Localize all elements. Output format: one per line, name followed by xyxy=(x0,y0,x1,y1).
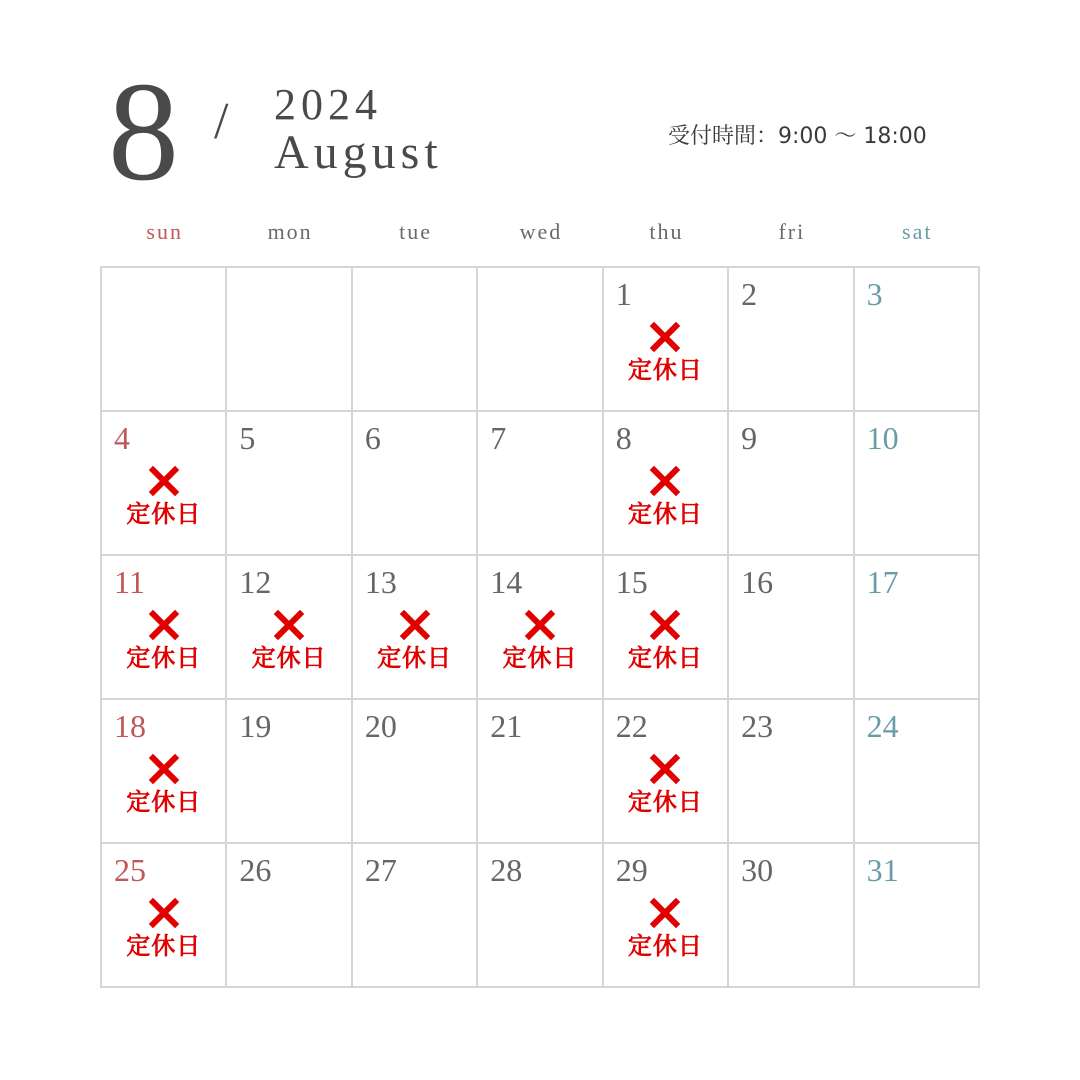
day-number: 25 xyxy=(114,852,146,888)
calendar-day-cell xyxy=(102,556,227,700)
cross-icon xyxy=(149,466,179,496)
day-number: 5 xyxy=(239,420,256,456)
day-number: 26 xyxy=(239,852,272,888)
reception-hours: 受付時間：9:00 〜 18:00 xyxy=(668,124,927,149)
calendar-day-cell xyxy=(353,268,478,412)
calendar-day-cell xyxy=(102,844,227,988)
day-number: 10 xyxy=(866,420,899,456)
calendar-day-cell xyxy=(604,412,729,556)
calendar-day-cell xyxy=(478,556,603,700)
closed-day-marker xyxy=(227,610,350,672)
closed-day-marker xyxy=(478,610,601,672)
closed-day-marker xyxy=(604,898,727,960)
closed-day-label: 定休日 xyxy=(126,932,202,960)
calendar-day-cell xyxy=(227,700,352,844)
day-number: 12 xyxy=(239,564,272,600)
calendar-day-cell xyxy=(478,700,603,844)
calendar-day-cell xyxy=(353,556,478,700)
closed-day-label: 定休日 xyxy=(627,788,703,816)
day-number: 21 xyxy=(490,708,523,744)
cross-icon xyxy=(525,610,555,640)
day-number: 24 xyxy=(866,708,899,744)
calendar-day-cell xyxy=(478,412,603,556)
closed-day-marker xyxy=(604,610,727,672)
closed-day-marker xyxy=(102,610,225,672)
day-number: 14 xyxy=(490,564,523,600)
calendar-day-cell xyxy=(729,412,854,556)
day-number: 27 xyxy=(364,852,397,888)
calendar-day-cell xyxy=(855,844,980,988)
closed-day-label: 定休日 xyxy=(502,644,578,672)
cross-icon xyxy=(650,898,680,928)
closed-day-label: 定休日 xyxy=(251,644,327,672)
calendar-day-cell xyxy=(102,700,227,844)
calendar-day-cell xyxy=(227,556,352,700)
day-number: 22 xyxy=(615,708,648,744)
calendar-day-cell xyxy=(729,556,854,700)
calendar-day-cell xyxy=(855,268,980,412)
cross-icon xyxy=(274,610,304,640)
cross-icon xyxy=(149,754,179,784)
calendar-day-cell xyxy=(353,412,478,556)
closed-day-label: 定休日 xyxy=(627,356,703,384)
calendar-day-cell xyxy=(478,268,603,412)
day-number: 6 xyxy=(364,420,381,456)
calendar-day-cell xyxy=(353,700,478,844)
closed-day-marker xyxy=(604,754,727,816)
closed-day-label: 定休日 xyxy=(126,788,202,816)
weekday-fri: fri xyxy=(778,219,806,244)
calendar-day-cell xyxy=(855,412,980,556)
cross-icon xyxy=(650,466,680,496)
day-number: 3 xyxy=(866,276,883,312)
calendar-grid xyxy=(100,266,980,988)
calendar-day-cell xyxy=(604,844,729,988)
closed-day-marker xyxy=(102,754,225,816)
day-number: 8 xyxy=(615,420,632,456)
calendar-day-cell xyxy=(102,268,227,412)
cross-icon xyxy=(149,898,179,928)
cross-icon xyxy=(149,610,179,640)
cross-icon xyxy=(650,754,680,784)
weekday-sun: sun xyxy=(146,219,183,244)
weekday-thu: thu xyxy=(649,219,684,244)
weekday-wed: wed xyxy=(519,219,563,244)
weekday-sat: sat xyxy=(902,219,933,244)
cross-icon xyxy=(650,322,680,352)
closed-day-marker xyxy=(604,466,727,528)
closed-day-label: 定休日 xyxy=(627,932,703,960)
day-number: 9 xyxy=(741,420,758,456)
date-separator: / xyxy=(214,93,229,150)
day-number: 28 xyxy=(490,852,523,888)
month-name-label: August xyxy=(274,126,443,179)
day-number: 2 xyxy=(741,276,758,312)
closed-day-marker xyxy=(102,898,225,960)
day-number: 17 xyxy=(866,564,899,600)
cross-icon xyxy=(650,610,680,640)
calendar-day-cell xyxy=(855,700,980,844)
day-number: 7 xyxy=(490,420,507,456)
calendar-day-cell xyxy=(604,268,729,412)
calendar-day-cell xyxy=(604,700,729,844)
closed-day-label: 定休日 xyxy=(377,644,453,672)
calendar-day-cell xyxy=(729,268,854,412)
day-number: 15 xyxy=(615,564,648,600)
calendar-day-cell xyxy=(353,844,478,988)
day-number: 30 xyxy=(741,852,774,888)
weekday-header-row xyxy=(102,214,980,250)
day-number: 29 xyxy=(615,852,648,888)
weekday-tue: tue xyxy=(399,219,432,244)
year-label: 2024 xyxy=(274,80,382,129)
calendar-day-cell xyxy=(227,844,352,988)
closed-day-marker xyxy=(604,322,727,384)
month-number: 8 xyxy=(108,52,179,210)
day-number: 4 xyxy=(114,420,130,456)
closed-day-label: 定休日 xyxy=(126,644,202,672)
calendar-day-cell xyxy=(102,412,227,556)
closed-day-marker xyxy=(353,610,476,672)
day-number: 23 xyxy=(741,708,774,744)
weekday-mon: mon xyxy=(267,219,313,244)
closed-day-marker xyxy=(102,466,225,528)
calendar-day-cell xyxy=(729,700,854,844)
day-number: 16 xyxy=(741,564,774,600)
closed-day-label: 定休日 xyxy=(126,500,202,528)
calendar-day-cell xyxy=(227,268,352,412)
calendar-day-cell xyxy=(729,844,854,988)
day-number: 31 xyxy=(866,852,899,888)
calendar-day-cell xyxy=(478,844,603,988)
calendar-day-cell xyxy=(604,556,729,700)
calendar-day-cell xyxy=(227,412,352,556)
cross-icon xyxy=(400,610,430,640)
closed-day-label: 定休日 xyxy=(627,500,703,528)
closed-day-label: 定休日 xyxy=(627,644,703,672)
day-number: 20 xyxy=(364,708,397,744)
day-number: 13 xyxy=(364,564,397,600)
calendar-day-cell xyxy=(855,556,980,700)
day-number: 1 xyxy=(615,276,632,312)
day-number: 11 xyxy=(114,564,145,600)
day-number: 18 xyxy=(114,708,146,744)
day-number: 19 xyxy=(239,708,272,744)
